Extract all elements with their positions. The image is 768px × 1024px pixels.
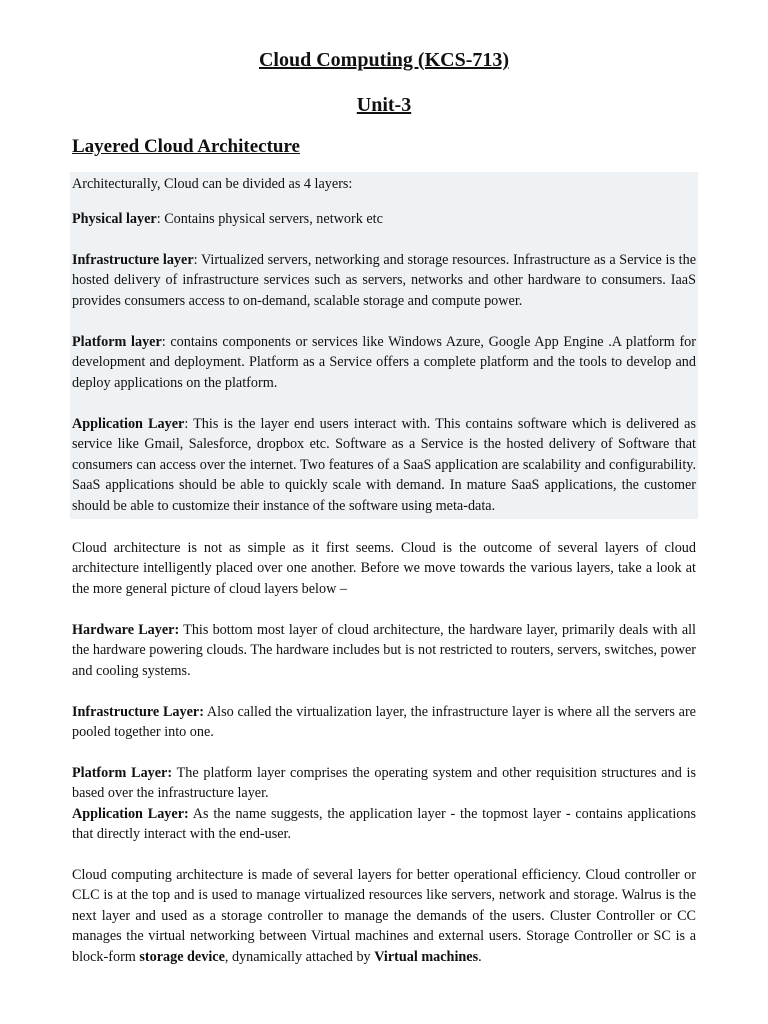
infrastructure-layer-paragraph-2: [72, 702, 696, 743]
application-layer-text-2: As the name suggests, the application layer - the topmost layer - contains applications that directly interact with the end-user.: [72, 806, 697, 843]
section-heading: Layered Cloud Architecture: [72, 136, 300, 157]
virtual-machines-term: Virtual machines: [374, 948, 479, 965]
platform-layer-text: : contains components or services like Windows Azure, Google App Engine .A platform for development and deployment. Platform as a Service offers a complete platform and the tools to develop and deploy applications on the platform.: [72, 334, 696, 391]
hardware-layer-paragraph: [72, 620, 696, 681]
application-layer-paragraph: [72, 414, 696, 516]
document-title: Cloud Computing (KCS-713): [258, 49, 510, 71]
intro-paragraph: Architecturally, Cloud can be divided as 4 layers:: [72, 176, 353, 192]
platform-layer-label: Platform layer: [72, 334, 162, 350]
platform-layer-text-2: The platform layer comprises the operating system and other requisition structures and is based over the infrastructure layer.: [72, 765, 696, 802]
hardware-layer-text: This bottom most layer of cloud architecture, the hardware layer, primarily deals with all the hardware powering clouds. The hardware includes but is not restricted to routers, servers, switches, power and cooling systems.: [72, 622, 696, 679]
physical-layer-text: : Contains physical servers, network etc: [156, 211, 383, 227]
platform-layer-paragraph-2: [72, 763, 696, 804]
physical-layer-paragraph: [72, 209, 696, 229]
application-layer-label: Application Layer: [72, 416, 185, 432]
closing-paragraph: [72, 865, 696, 967]
overview-paragraph: Cloud architecture is not as simple as it first seems. Cloud is the outcome of several layers of cloud architecture intelligently placed over one another. Before we move towards the various layers, take a look at the more general picture of cloud layers below –: [72, 540, 696, 597]
hardware-layer-label: Hardware Layer:: [72, 622, 180, 638]
application-layer-text: : This is the layer end users interact with. This contains software which is delivered as service like Gmail, Salesforce, dropbox etc. Software as a Service is the hosted delivery of Software that consumers can access over the internet. Two features of a SaaS application are scalability and configurability. SaaS applications should be able to quickly scale with demand. In mature SaaS applications, the customer should be able to customize their instance of the software using meta-data.: [72, 416, 696, 514]
closing-text-1: Cloud computing architecture is made of several layers for better operational efficiency. Cloud controller or CLC is at the top and is used to manage virtualized resources like servers, network and storage. Walrus is the next layer and used as a storage controller to manage the demands of the users. Cluster Controller or CC manages the virtual networking between Virtual machines and external users. Storage Controller or SC is a block-form: [72, 867, 696, 965]
infrastructure-layer-label-2: Infrastructure Layer:: [72, 704, 204, 720]
storage-device-term: storage device: [139, 948, 225, 965]
infrastructure-layer-paragraph: [72, 250, 696, 311]
platform-layer-label-2: Platform Layer:: [72, 765, 173, 781]
physical-layer-label: Physical layer: [72, 211, 157, 227]
infrastructure-layer-label: Infrastructure layer: [72, 252, 194, 268]
application-layer-label-2: Application Layer:: [72, 806, 189, 822]
application-layer-paragraph-2: [72, 804, 696, 845]
closing-text-3: .: [478, 948, 482, 965]
unit-title: Unit-3: [356, 94, 412, 116]
platform-layer-paragraph: [72, 332, 696, 393]
infrastructure-layer-text: : Virtualized servers, networking and storage resources. Infrastructure as a Service is the hosted delivery of infrastructure services such as servers, networks and other hardware to consumers. IaaS provides consumers access to on-demand, scalable storage and compute power.: [72, 252, 697, 309]
infrastructure-layer-text-2: Also called the virtualization layer, the infrastructure layer is where all the servers are pooled together into one.: [72, 704, 696, 741]
closing-text-2: , dynamically attached by: [224, 948, 375, 965]
